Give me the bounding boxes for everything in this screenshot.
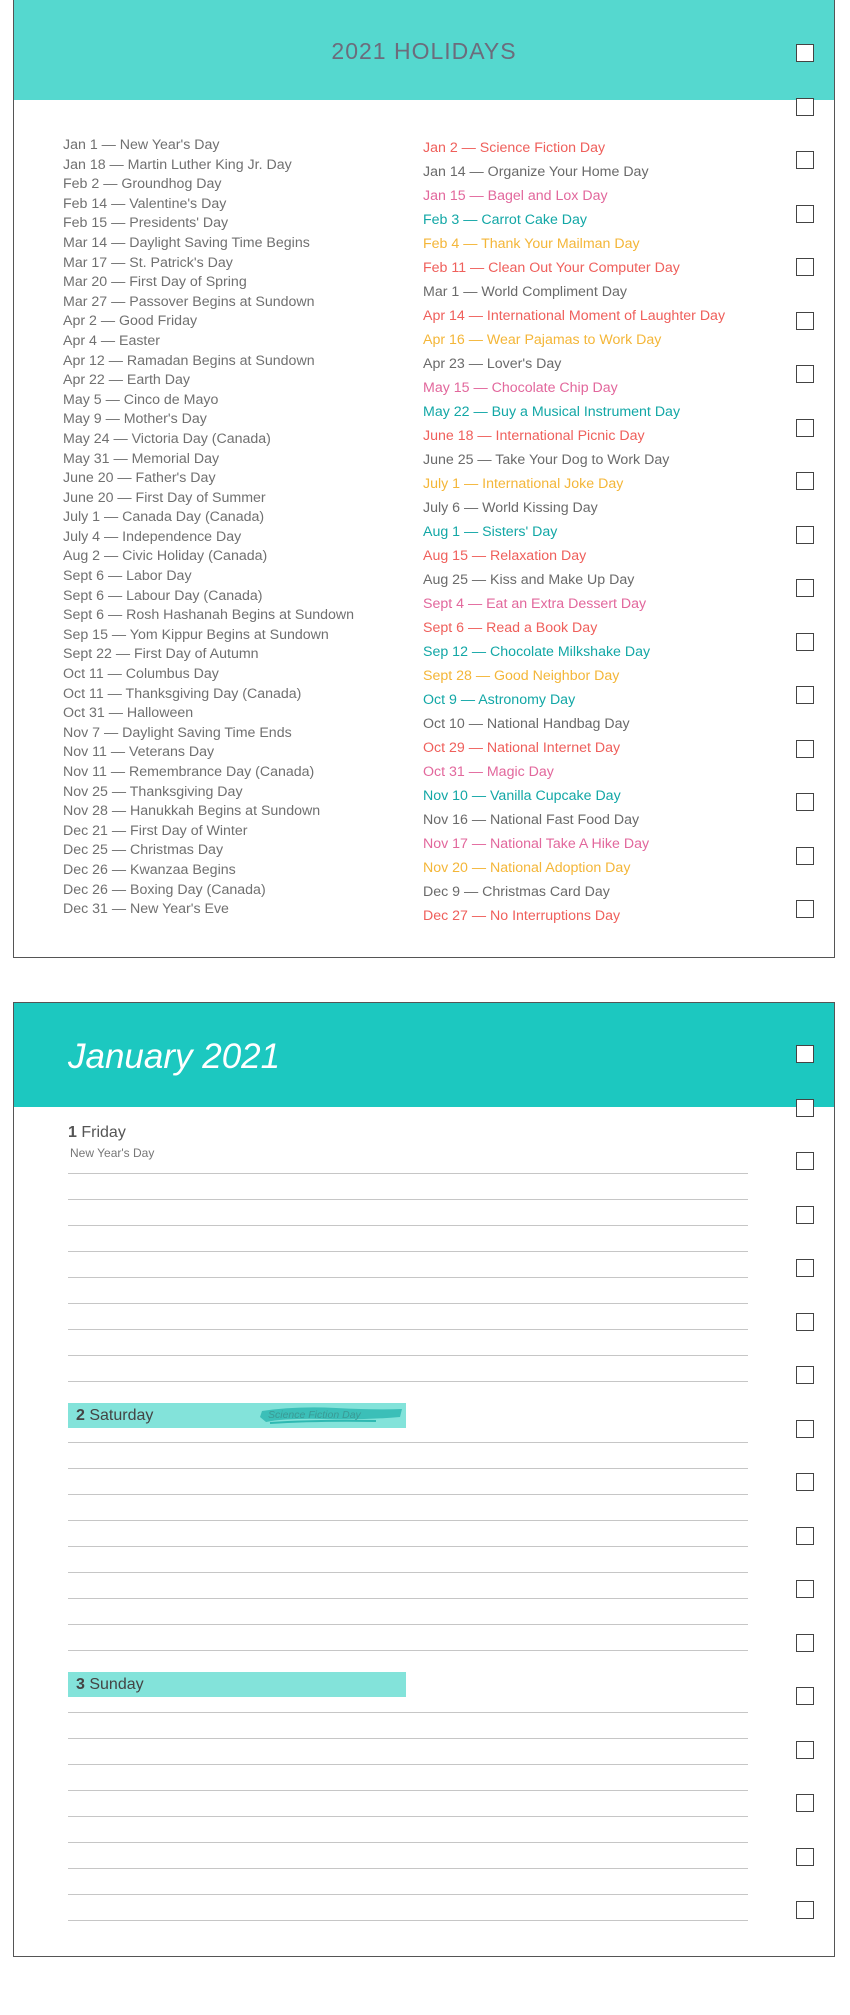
holiday-item: July 1 — Canada Day (Canada) xyxy=(63,509,265,526)
holiday-item: Mar 20 — First Day of Spring xyxy=(63,274,247,291)
holiday-item: June 20 — Father's Day xyxy=(63,470,216,487)
writing-line xyxy=(68,1572,748,1573)
writing-line xyxy=(68,1468,748,1469)
holiday-item: Mar 17 — St. Patrick's Day xyxy=(63,254,233,271)
january-page xyxy=(13,1002,835,1957)
fun-holiday-item: Feb 4 — Thank Your Mailman Day xyxy=(423,236,640,252)
checkbox-icon[interactable] xyxy=(796,258,814,276)
holiday-item: Aug 2 — Civic Holiday (Canada) xyxy=(63,548,268,565)
checkbox-icon[interactable] xyxy=(796,1420,814,1438)
holiday-item: Sept 6 — Labor Day xyxy=(63,568,192,585)
holiday-item: Nov 28 — Hanukkah Begins at Sundown xyxy=(63,803,321,820)
fun-holiday-item: Jan 2 — Science Fiction Day xyxy=(423,140,606,156)
writing-line xyxy=(68,1816,748,1817)
holiday-item: June 20 — First Day of Summer xyxy=(63,489,266,506)
holiday-item: Dec 31 — New Year's Eve xyxy=(63,901,229,918)
writing-line xyxy=(68,1199,748,1200)
holiday-item: Feb 14 — Valentine's Day xyxy=(63,195,227,212)
writing-line xyxy=(68,1738,748,1739)
checkbox-icon[interactable] xyxy=(796,1687,814,1705)
month-title: January 2021 xyxy=(68,1037,281,1076)
page-title: 2021 HOLIDAYS xyxy=(331,38,517,64)
day-name: Sunday xyxy=(89,1676,144,1693)
fun-holiday-item: June 18 — International Picnic Day xyxy=(423,428,645,444)
writing-line xyxy=(68,1920,748,1921)
fun-holiday-item: May 22 — Buy a Musical Instrument Day xyxy=(423,404,681,420)
holiday-item: Dec 26 — Kwanzaa Begins xyxy=(63,861,236,878)
fun-holiday-item: Dec 9 — Christmas Card Day xyxy=(423,884,610,900)
day-number: 3 xyxy=(76,1676,85,1693)
checkbox-icon[interactable] xyxy=(796,1901,814,1919)
checkbox-icon[interactable] xyxy=(796,900,814,918)
holiday-item: Sept 6 — Rosh Hashanah Begins at Sundown xyxy=(63,607,355,624)
holiday-item: Nov 11 — Veterans Day xyxy=(63,744,215,761)
fun-holiday-item: July 6 — World Kissing Day xyxy=(423,500,598,516)
checkbox-icon[interactable] xyxy=(796,1045,814,1063)
checkbox-icon[interactable] xyxy=(796,1473,814,1491)
writing-line xyxy=(68,1277,748,1278)
fun-holiday-item: Jan 14 — Organize Your Home Day xyxy=(423,164,649,180)
holiday-item: May 5 — Cinco de Mayo xyxy=(63,391,219,408)
checkbox-icon[interactable] xyxy=(796,1634,814,1652)
fun-holiday-item: Sept 4 — Eat an Extra Dessert Day xyxy=(423,596,647,612)
writing-line xyxy=(68,1251,748,1252)
fun-holidays-list xyxy=(423,136,725,928)
writing-line xyxy=(68,1764,748,1765)
checkbox-icon[interactable] xyxy=(796,633,814,651)
fun-holiday-item: Sep 12 — Chocolate Milkshake Day xyxy=(423,644,651,660)
fun-holiday-item: Feb 3 — Carrot Cake Day xyxy=(423,212,588,228)
holiday-item: Dec 25 — Christmas Day xyxy=(63,842,224,859)
checkbox-icon[interactable] xyxy=(796,44,814,62)
holiday-item: Nov 25 — Thanksgiving Day xyxy=(63,783,243,800)
holiday-item: Sept 6 — Labour Day (Canada) xyxy=(63,587,263,604)
holiday-item: Apr 12 — Ramadan Begins at Sundown xyxy=(63,352,315,369)
checkbox-icon[interactable] xyxy=(796,686,814,704)
fun-holiday-item: Nov 10 — Vanilla Cupcake Day xyxy=(423,788,621,804)
checkbox-icon[interactable] xyxy=(796,1794,814,1812)
holiday-item: Dec 21 — First Day of Winter xyxy=(63,822,248,839)
holiday-item: Nov 7 — Daylight Saving Time Ends xyxy=(63,724,292,741)
day-number: 1 xyxy=(68,1124,77,1141)
fun-holiday-item: May 15 — Chocolate Chip Day xyxy=(423,380,618,396)
checkbox-icon[interactable] xyxy=(796,1152,814,1170)
fun-holiday-item: Apr 14 — International Moment of Laughter Day xyxy=(423,308,726,324)
fun-holiday-item: Mar 1 — World Compliment Day xyxy=(423,284,627,300)
checkbox-icon[interactable] xyxy=(796,1580,814,1598)
fun-holiday-item: Oct 10 — National Handbag Day xyxy=(423,716,630,732)
holiday-item: Sept 22 — First Day of Autumn xyxy=(63,646,259,663)
fun-holiday-item: Nov 20 — National Adoption Day xyxy=(423,860,631,876)
checkbox-icon[interactable] xyxy=(796,1259,814,1277)
day-heading-3 xyxy=(76,1676,144,1694)
checkbox-icon[interactable] xyxy=(796,365,814,383)
day-note: Science Fiction Day xyxy=(268,1409,361,1421)
holiday-item: Mar 27 — Passover Begins at Sundown xyxy=(63,293,315,310)
month-header xyxy=(14,1003,834,1107)
holiday-item: May 31 — Memorial Day xyxy=(63,450,220,467)
day-bar-3 xyxy=(68,1672,406,1697)
day-name: Saturday xyxy=(89,1407,154,1424)
checkbox-column xyxy=(796,1003,816,1956)
writing-line xyxy=(68,1225,748,1226)
holiday-item: Jan 1 — New Year's Day xyxy=(63,137,220,153)
checkbox-icon[interactable] xyxy=(796,312,814,330)
holiday-item: Feb 2 — Groundhog Day xyxy=(63,176,222,193)
fun-holiday-item: Nov 17 — National Take A Hike Day xyxy=(423,836,650,852)
day-heading-1 xyxy=(68,1124,126,1142)
writing-line xyxy=(68,1329,748,1330)
holiday-item: May 9 — Mother's Day xyxy=(63,411,207,428)
day-heading-2 xyxy=(76,1407,153,1425)
fun-holiday-item: Jan 15 — Bagel and Lox Day xyxy=(423,188,608,204)
fun-holiday-item: Feb 11 — Clean Out Your Computer Day xyxy=(423,260,680,276)
fun-holiday-item: Sept 28 — Good Neighbor Day xyxy=(423,668,620,684)
writing-line xyxy=(68,1650,748,1651)
fun-holiday-item: Oct 31 — Magic Day xyxy=(423,764,554,780)
checkbox-icon[interactable] xyxy=(796,1099,814,1117)
holiday-item: Apr 22 — Earth Day xyxy=(63,372,190,389)
holiday-item: Oct 11 — Columbus Day xyxy=(63,666,219,683)
checkbox-icon[interactable] xyxy=(796,526,814,544)
fun-holiday-item: Nov 16 — National Fast Food Day xyxy=(423,812,640,828)
writing-line xyxy=(68,1790,748,1791)
holiday-item: May 24 — Victoria Day (Canada) xyxy=(63,430,271,447)
checkbox-icon[interactable] xyxy=(796,1741,814,1759)
writing-line xyxy=(68,1868,748,1869)
holidays-page xyxy=(13,0,835,958)
writing-line xyxy=(68,1842,748,1843)
fun-holiday-item: Apr 16 — Wear Pajamas to Work Day xyxy=(423,332,662,348)
holiday-item: Apr 2 — Good Friday xyxy=(63,313,198,330)
writing-line xyxy=(68,1303,748,1304)
day-bar-2 xyxy=(68,1403,406,1428)
day-name: Friday xyxy=(81,1124,126,1141)
writing-line xyxy=(68,1173,748,1174)
checkbox-column xyxy=(796,0,816,957)
writing-line xyxy=(68,1381,748,1382)
fun-holiday-item: Aug 1 — Sisters' Day xyxy=(423,524,558,540)
writing-line xyxy=(68,1894,748,1895)
checkbox-icon[interactable] xyxy=(796,740,814,758)
holiday-item: July 4 — Independence Day xyxy=(63,528,242,545)
holiday-item: Feb 15 — Presidents' Day xyxy=(63,215,229,232)
writing-line xyxy=(68,1624,748,1625)
writing-line xyxy=(68,1442,748,1443)
writing-line xyxy=(68,1598,748,1599)
fun-holiday-item: Aug 25 — Kiss and Make Up Day xyxy=(423,572,635,588)
checkbox-icon[interactable] xyxy=(796,1313,814,1331)
holiday-item: Sep 15 — Yom Kippur Begins at Sundown xyxy=(63,626,329,643)
fun-holiday-item: July 1 — International Joke Day xyxy=(423,476,624,492)
writing-line xyxy=(68,1546,748,1547)
holiday-item: Nov 11 — Remembrance Day (Canada) xyxy=(63,764,315,780)
checkbox-icon[interactable] xyxy=(796,1206,814,1224)
day-note: New Year's Day xyxy=(70,1146,155,1160)
writing-line xyxy=(68,1520,748,1521)
fun-holiday-item: Oct 9 — Astronomy Day xyxy=(423,692,576,708)
day-number: 2 xyxy=(76,1407,85,1424)
fun-holiday-item: June 25 — Take Your Dog to Work Day xyxy=(423,452,670,468)
checkbox-icon[interactable] xyxy=(796,793,814,811)
fun-holiday-item: Oct 29 — National Internet Day xyxy=(423,740,621,756)
holidays-header xyxy=(14,0,834,100)
holiday-item: Mar 14 — Daylight Saving Time Begins xyxy=(63,234,310,251)
writing-line xyxy=(68,1712,748,1713)
holiday-item: Oct 31 — Halloween xyxy=(63,705,194,722)
holiday-item: Oct 11 — Thanksgiving Day (Canada) xyxy=(63,685,302,702)
checkbox-icon[interactable] xyxy=(796,151,814,169)
checkbox-icon[interactable] xyxy=(796,579,814,597)
checkbox-icon[interactable] xyxy=(796,472,814,490)
fun-holiday-item: Sept 6 — Read a Book Day xyxy=(423,620,598,636)
writing-line xyxy=(68,1494,748,1495)
checkbox-icon[interactable] xyxy=(796,847,814,865)
writing-line xyxy=(68,1355,748,1356)
checkbox-icon[interactable] xyxy=(796,1527,814,1545)
holiday-item: Dec 26 — Boxing Day (Canada) xyxy=(63,881,266,898)
checkbox-icon[interactable] xyxy=(796,1848,814,1866)
checkbox-icon[interactable] xyxy=(796,419,814,437)
checkbox-icon[interactable] xyxy=(796,1366,814,1384)
fun-holiday-item: Aug 15 — Relaxation Day xyxy=(423,548,587,564)
checkbox-icon[interactable] xyxy=(796,98,814,116)
checkbox-icon[interactable] xyxy=(796,205,814,223)
federal-holidays-list xyxy=(63,136,354,920)
fun-holiday-item: Apr 23 — Lover's Day xyxy=(423,356,562,372)
holiday-item: Apr 4 — Easter xyxy=(63,332,160,349)
holiday-item: Jan 18 — Martin Luther King Jr. Day xyxy=(63,156,292,173)
fun-holiday-item: Dec 27 — No Interruptions Day xyxy=(423,908,621,924)
